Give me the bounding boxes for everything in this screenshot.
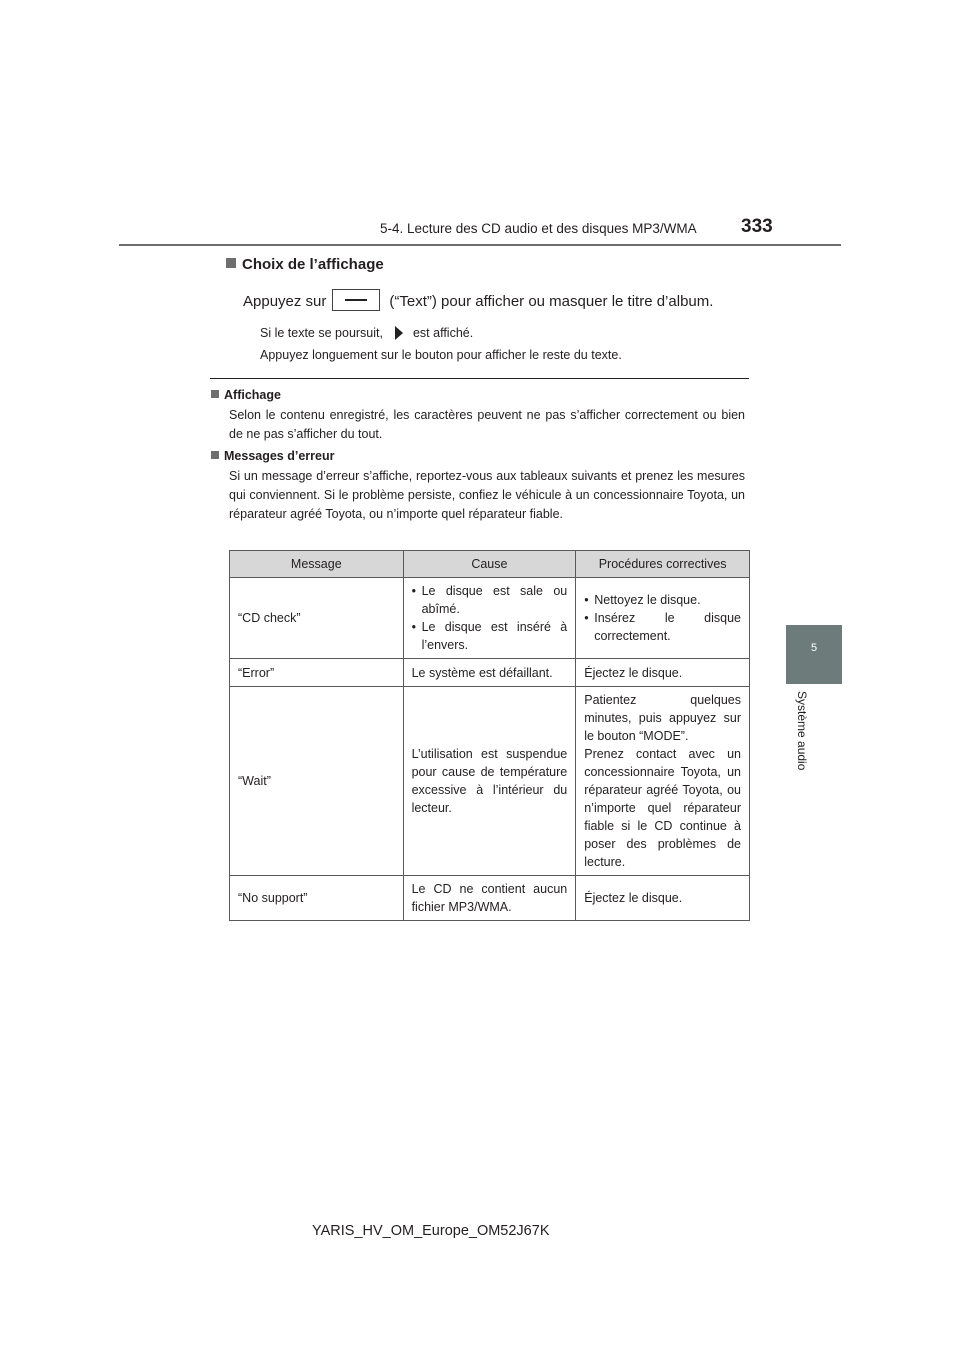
text-button-icon [332,289,380,311]
note-text-before: Si le texte se poursuit, [260,326,383,340]
square-bullet-icon [211,451,219,459]
chapter-tab-label: Système audio [795,691,809,771]
square-bullet-icon [211,390,219,398]
table-cell-message: “CD check” [230,578,404,659]
list-item: • Le disque est inséré à l’envers. [411,620,568,652]
action-line: Patientez quelques minutes, puis appuyez sur le bouton “MODE”. [584,693,741,743]
intro-instruction [243,289,713,311]
column-header: Message [230,551,404,578]
table-row [230,578,750,659]
table-cell-action [576,687,750,876]
chapter-tab [786,625,842,684]
subheading-affichage [211,388,281,402]
table-cell-cause: L’utilisation est suspendue pour cause de température excessive à l’intérieur du lecteur. [403,687,576,876]
page-number: 333 [741,216,773,237]
table-cell-message: “No support” [230,876,404,921]
paragraph-messages: Si un message d’erreur s’affiche, reportez-vous aux tableaux suivants et prenez les mesures qui conviennent. Si le problème persiste, confiez le véhicule à un concessionnaire Toyota, un réparateur agréé Toyota, ou n’importe quel réparateur fiable. [229,469,745,521]
table-cell-action: Éjectez le disque. [576,876,750,921]
table-cell-message: “Error” [230,659,404,687]
section-heading-text: Choix de l’affichage [242,256,384,273]
intro-text-after: (“Text”) pour afficher ou masquer le titre d’album. [389,293,714,310]
table-cell-action [576,578,750,659]
column-header: Procédures correctives [576,551,750,578]
table-cell-cause: Le système est défaillant. [403,659,576,687]
column-header: Cause [403,551,576,578]
table-cell-message: “Wait” [230,687,404,876]
error-messages-table [229,550,750,921]
list-item: • Nettoyez le disque. [584,593,701,607]
paragraph-affichage: Selon le contenu enregistré, les caractères peuvent ne pas s’afficher correctement ou bien de ne pas s’afficher du tout. [229,408,745,441]
square-bullet-icon [226,258,236,268]
subheading-text: Affichage [224,388,281,402]
header-rule [119,244,841,246]
chapter-tab-number: 5 [810,642,818,654]
table-cell-action: Éjectez le disque. [576,659,750,687]
list-item: • Le disque est sale ou abîmé. [411,584,568,616]
header-section-title: 5-4. Lecture des CD audio et des disques MP3/WMA [380,221,697,236]
table-cell-cause: Le CD ne contient aucun fichier MP3/WMA. [403,876,576,921]
subheading-messages [211,449,334,463]
table-cell-cause [403,578,576,659]
list-item: • Insérez le disque correctement. [584,611,741,643]
action-line: Prenez contact avec un concessionnaire Toyota, un réparateur agréé Toyota, ou n’importe quel réparateur fiable si le CD continue à poser des problèmes de lecture. [584,747,741,869]
footer-document-code: YARIS_HV_OM_Europe_OM52J67K [312,1223,550,1239]
intro-text-before: Appuyez sur [243,293,327,310]
section-divider [210,378,749,379]
table-row [230,876,750,921]
table-row [230,687,750,876]
note-scroll [260,326,473,340]
subheading-text: Messages d’erreur [224,449,335,463]
arrow-right-icon [395,326,403,340]
table-row [230,659,750,687]
note-text-after: est affiché. [412,326,474,340]
table-header-row [230,551,750,578]
section-heading-choix [226,256,384,273]
note-long-press: Appuyez longuement sur le bouton pour afficher le reste du texte. [260,348,622,362]
